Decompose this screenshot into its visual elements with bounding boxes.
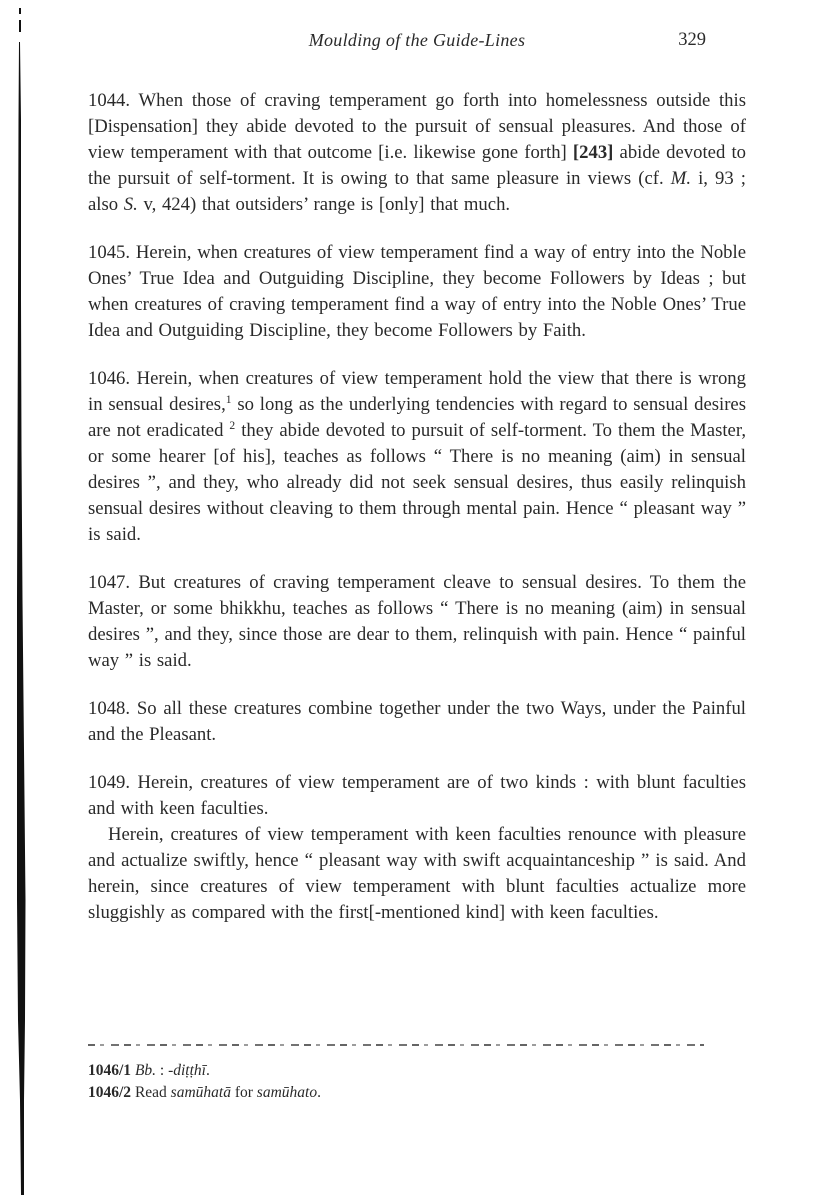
text-run-i: Bb. (134, 1062, 157, 1079)
paragraph-1046 (88, 366, 746, 548)
text-run: 1046. Herein, when creatures of view temperament hold the view that there is wrong in sensual desires, (88, 368, 746, 415)
text-run-b: [243] (572, 142, 614, 163)
text-run-i: -diṭṭhī (168, 1062, 206, 1079)
footnote-1046/2 (88, 1082, 746, 1104)
text-run-sup: 2 (229, 418, 236, 432)
footnote-section (88, 1040, 746, 1104)
text-run-i: samūhatā (170, 1084, 231, 1101)
text-run: for (230, 1084, 257, 1101)
text-run: they abide devoted to pursuit of self-torment. To them the Master, or some hearer [of his], teaches as follows “ There is no meaning (aim) in sensual desires ”, and they, who already did not seek sensual desires, thus easily relinquish sensual desires without cleaving to them through mental pain. Hence “ pleasant way ” is said. (88, 420, 746, 545)
text-run: . (317, 1084, 321, 1101)
paragraph-1048 (88, 696, 746, 748)
binding-shadow-mark (0, 0, 40, 1195)
paragraph-1044 (88, 88, 746, 218)
text-run-i: S. (123, 194, 138, 215)
text-run: abide devoted to the pursuit of self-torment. It is owing to that same pleasure in views (cf. (88, 142, 746, 189)
text-run: so long as the underlying tendencies with regard to sensual desires are not eradicated (88, 394, 746, 441)
text-run-b: 1046/1 (88, 1062, 132, 1079)
running-title: Moulding of the Guide-Lines (308, 30, 526, 50)
text-run-b: 1046/2 (88, 1084, 132, 1101)
text-run: : (156, 1062, 169, 1079)
text-run: Read (131, 1084, 171, 1101)
paragraph-1049 (88, 770, 746, 822)
text-run-i: samūhato (256, 1084, 318, 1101)
text-run: 1045. Herein, when creatures of view temperament find a way of entry into the Noble Ones’ True Idea and Outguiding Discipline, they become Followers by Ideas ; but when creatures of craving temperament find a way of entry into the Noble Ones’ True Idea and Outguiding Discipline, they become Followers by Faith. (88, 242, 746, 341)
paragraph-1049-cont (88, 822, 746, 926)
text-run-i: M. (670, 168, 692, 189)
footnote-rule (88, 1044, 704, 1046)
text-column (88, 30, 746, 948)
text-run: 1048. So all these creatures combine together under the two Ways, under the Painful and the Pleasant. (88, 698, 746, 745)
paragraph-1047 (88, 570, 746, 674)
text-run: 1047. But creatures of craving temperament cleave to sensual desires. To them the Master, or some bhikkhu, teaches as follows “ There is no meaning (aim) in sensual desires ”, and they, since those are dear to them, relinquish with pain. Hence “ painful way ” is said. (88, 572, 746, 671)
paragraph-1045 (88, 240, 746, 344)
text-run-sup: 1 (225, 392, 232, 406)
text-run: . (205, 1062, 210, 1079)
text-run: Herein, creatures of view temperament with keen faculties renounce with pleasure and actualize swiftly, hence “ pleasant way with swift acquaintanceship ” is said. And herein, since creatures of view temperament with blunt faculties actualize more sluggishly as compared with the first[-mentioned kind] with keen faculties. (88, 824, 746, 923)
page-number: 329 (678, 30, 706, 50)
text-run: v, 424) that outsiders’ range is [only] that much. (137, 194, 511, 215)
running-header (88, 30, 746, 56)
footnote-1046/1 (88, 1060, 746, 1082)
footnote-list (88, 1060, 746, 1104)
text-run: i, 93 ; also (88, 168, 746, 215)
text-run: 1044. When those of craving temperament go forth into homelessness outside this [Dispensation] they abide devoted to the pursuit of sensual pleasures. And those of view temperament with that outcome [i.e. likewise gone forth] (88, 90, 746, 163)
text-run: 1049. Herein, creatures of view temperament are of two kinds : with blunt faculties and with keen faculties. (88, 772, 746, 819)
paragraph-list (88, 88, 746, 926)
